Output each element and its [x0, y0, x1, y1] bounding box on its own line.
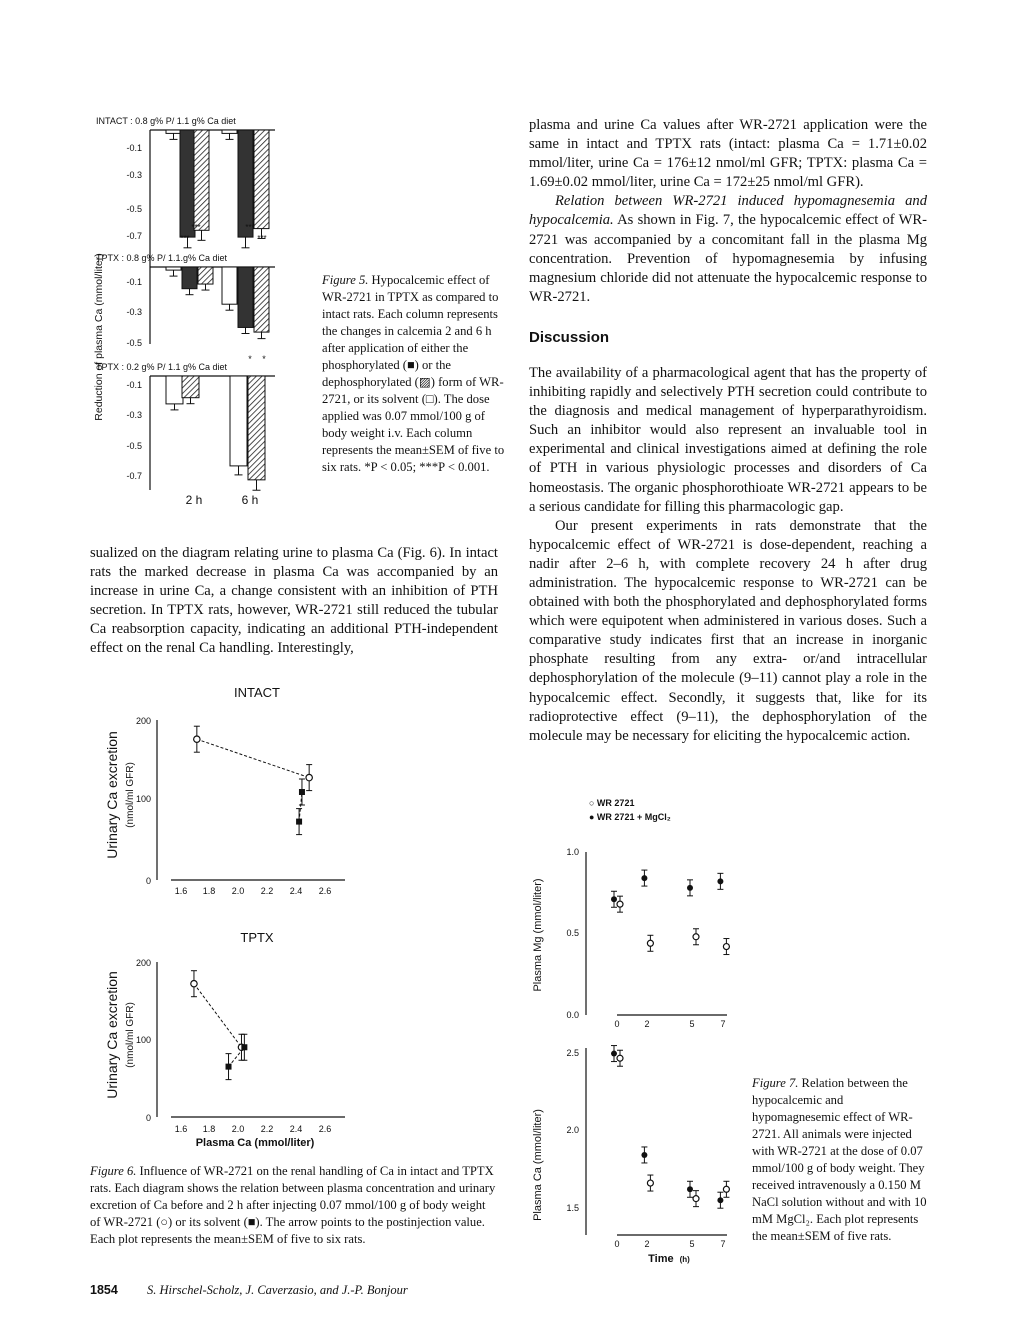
data-point-wr2721-mgcl2 — [687, 1186, 693, 1192]
figure5-caption: Figure 5. Hypocalcemic effect of WR-2721 in TPTX as compared to intact rats. Each column represents the changes in calcemia 2 and 6 h after application of either the phosphorylated (■) or the dephosphorylated (▨) form of WR-2721, or its solvent (□). The dose applied was 0.07 mmol/100 g of body weight i.v. Each column represents the mean±SEM of five to six rats. *P < 0.05; ***P < 0.001. — [322, 273, 505, 474]
figure7-legend-mg: ● WR 2721 + MgCl₂ — [589, 812, 671, 822]
svg-text:200: 200 — [135, 716, 151, 726]
svg-text:2.5: 2.5 — [566, 1048, 579, 1058]
svg-text:2.0: 2.0 — [231, 886, 245, 896]
svg-text:-0.7: -0.7 — [126, 231, 142, 241]
figure5-panel3-ticks — [126, 380, 142, 481]
figure6-title-intact: INTACT — [234, 685, 280, 700]
svg-text:-0.7: -0.7 — [126, 471, 142, 481]
bar-solvent — [166, 376, 183, 404]
svg-text:-0.1: -0.1 — [126, 143, 142, 153]
figure6-title-tptx: TPTX — [240, 930, 274, 945]
figure5-panel1-title: INTACT : 0.8 g% P/ 1.1 g% Ca diet — [96, 116, 236, 126]
figure6-x-label: Plasma Ca (mmol/liter) — [195, 1137, 315, 1149]
sig-mark: *** — [245, 223, 255, 232]
figure7-legend-wr: ○ WR 2721 — [589, 798, 635, 808]
svg-text:1.8: 1.8 — [202, 886, 216, 896]
section-heading-discussion: Discussion — [529, 328, 610, 346]
bar-solvent — [230, 376, 247, 466]
figure5-panel3-title: TPTX : 0.2 g% P/ 1.1 g% Ca diet — [96, 362, 228, 372]
svg-text:2.0: 2.0 — [231, 1124, 245, 1134]
data-point-wr2721-mgcl2 — [717, 878, 723, 884]
figure6-y-unit: (nmol/ml GFR) — [125, 762, 136, 828]
sig-mark: * — [248, 354, 252, 364]
svg-text:-0.5: -0.5 — [126, 338, 142, 348]
svg-text:1.6: 1.6 — [174, 886, 188, 896]
data-point-wr2721 — [194, 736, 200, 742]
figure5-chart — [90, 112, 310, 512]
figure6-y-label-2: Urinary Ca excretion — [104, 971, 120, 1099]
data-point-wr2721-mgcl2 — [641, 1152, 647, 1158]
bar-phosphorylated — [182, 267, 197, 289]
svg-text:0: 0 — [145, 876, 151, 886]
figure6-chart — [95, 680, 395, 1150]
data-point-wr2721 — [191, 981, 197, 987]
data-point-wr2721 — [693, 934, 699, 940]
figure5-x-label-2h: 2 h — [185, 493, 203, 507]
figure7-x-label: Time (h) — [648, 1253, 690, 1265]
figure6-intact-xticks — [175, 886, 332, 896]
svg-text:-0.3: -0.3 — [126, 410, 142, 420]
data-point-wr2721 — [723, 1186, 729, 1192]
data-point-wr2721 — [647, 940, 653, 946]
sig-mark: *** — [180, 234, 190, 243]
svg-text:0.0: 0.0 — [566, 1010, 579, 1020]
data-point-wr2721 — [306, 774, 312, 780]
bar-solvent — [222, 130, 237, 133]
data-point-wr2721-mgcl2 — [717, 1197, 723, 1203]
bar-dephosphorylated — [194, 130, 209, 230]
figure7-ca-data — [611, 1046, 729, 1209]
svg-text:-0.3: -0.3 — [126, 170, 142, 180]
figure7-ca-label: Plasma Ca (mmol/liter) — [532, 1109, 544, 1221]
figure6-intact-axes — [136, 716, 345, 886]
figure6-intact-data — [194, 726, 313, 834]
page-footer — [90, 1283, 408, 1298]
svg-text:100: 100 — [135, 1035, 151, 1045]
paragraph: plasma and urine Ca values after WR-2721 application were the same in intact and TPTX rats (intact: plasma Ca = 1.71±0.02 mmol/liter, urine Ca = 176±12 nmol/ml GFR; TPTX: plasma Ca = 1.69±0.02 mmol/liter, urine Ca = 172±25 nmol/ml GFR). — [529, 117, 927, 191]
figure6-tptx-data — [191, 971, 248, 1080]
data-point-solvent — [226, 1064, 232, 1070]
bar-solvent — [222, 267, 237, 304]
bar-phosphorylated — [180, 130, 195, 237]
figure6-tptx-xticks — [175, 1124, 332, 1134]
data-point-solvent — [299, 789, 305, 795]
svg-text:2.4: 2.4 — [289, 1124, 303, 1134]
data-point-wr2721-mgcl2 — [611, 1051, 617, 1057]
bar-phosphorylated — [238, 267, 253, 327]
svg-text:0: 0 — [145, 1113, 151, 1123]
data-point-wr2721-mgcl2 — [611, 896, 617, 902]
bar-dephosphorylated — [182, 376, 199, 398]
figure7-mg-data — [611, 870, 729, 954]
svg-text:2.6: 2.6 — [318, 886, 332, 896]
data-point-wr2721-mgcl2 — [687, 885, 693, 891]
page-number: 1854 — [90, 1283, 118, 1297]
data-point-solvent — [241, 1044, 247, 1050]
svg-text:0: 0 — [614, 1019, 620, 1029]
svg-text:2: 2 — [644, 1019, 650, 1029]
svg-text:7: 7 — [720, 1239, 726, 1249]
data-point-wr2721 — [723, 944, 729, 950]
paragraph: Relation between WR-2721 induced hypomagnesemia and hypocalcemia. As shown in Fig. 7, the hypocalcemic effect of WR-2721 was accompanied by a concomitant fall in the plasma Mg concentration. Prevention of hypomagnesemia by infusing magnesium chloride did not attenuate the hypocalcemic response to WR-2721. — [529, 193, 927, 305]
bar-dephosphorylated — [198, 267, 213, 284]
svg-text:-0.5: -0.5 — [126, 441, 142, 451]
left-body-text: sualized on the diagram relating urine to plasma Ca (Fig. 6). In intact rats the marked decrease in plasma Ca was accompanied by an increase in urine Ca, a change consistent with an inhibition of PTH secretion. In TPTX rats, however, WR-2721 still reduced the tubular Ca reabsorption capacity, indicating an additional PTH-independent effect on the renal Ca handling. Interestingly, — [90, 545, 498, 657]
svg-text:1.6: 1.6 — [174, 1124, 188, 1134]
svg-text:1.5: 1.5 — [566, 1203, 579, 1213]
sig-mark: *** — [191, 223, 201, 232]
figure5-panel2-ticks — [126, 277, 142, 348]
bar-dephosphorylated — [254, 130, 269, 229]
sig-mark: *** — [257, 234, 267, 243]
svg-text:100: 100 — [135, 794, 151, 804]
data-point-wr2721-mgcl2 — [641, 875, 647, 881]
svg-text:2.0: 2.0 — [566, 1125, 579, 1135]
figure5-panel3-bars — [166, 376, 265, 490]
svg-text:0: 0 — [614, 1239, 620, 1249]
data-point-wr2721 — [617, 901, 623, 907]
figure5-y-axis-label: Reduction of plasma Ca (mmol/liter) — [93, 253, 105, 421]
bar-solvent — [166, 130, 181, 133]
svg-text:1.8: 1.8 — [202, 1124, 216, 1134]
figure7-ca-axes — [566, 1048, 727, 1249]
svg-text:7: 7 — [720, 1019, 726, 1029]
svg-text:2.2: 2.2 — [260, 1124, 274, 1134]
figure6-tptx-axes — [136, 958, 345, 1123]
figure7-chart — [529, 790, 739, 1270]
bar-dephosphorylated — [254, 267, 269, 332]
svg-text:2.6: 2.6 — [318, 1124, 332, 1134]
svg-text:-0.1: -0.1 — [126, 277, 142, 287]
figure6-y-unit-2: (nmol/ml GFR) — [125, 1002, 136, 1068]
figure7-caption: Figure 7. Relation between the hypocalcemic and hypomagnesemic effect of WR-2721. All animals were injected with WR-2721 at the dose of 0.07 mmol/100 g of body weight. They received intravenously a 0.150 M NaCl solution without and with 10 mM MgCl₂. Each plot represents the mean±SEM of five rats. — [752, 1076, 927, 1243]
figure5-x-label-6h: 6 h — [241, 493, 259, 507]
figure6-caption: Figure 6. Influence of WR-2721 on the renal handling of Ca in intact and TPTX rats. Each diagram shows the relation between plasma concentration and urinary excretion of Ca before and 2 h after injecting 0.07 mmol/100 g of body weight of WR-2721 (○) or its solvent (■). The arrow points to the postinjection value. Each plot represents the mean±SEM of five to six rats. — [90, 1164, 496, 1246]
figure5-panel1-ticks — [126, 143, 142, 241]
figure6-y-label: Urinary Ca excretion — [104, 731, 120, 859]
paragraph: The availability of a pharmacological agent that has the property of inhibiting rapidly and selectively PTH secretion could contribute to the diagnosis and medical management of hyperparathyroidism. Such an inhibitor would also represent an invaluable tool in experimental and clinical investigations aimed at defining the role of PTH in various physiologic processes and disorders of Ca homeostasis. The organic phosphorothioate WR-2721 appears to be a serious candidate for filling this pharmacologic gap. — [529, 364, 927, 515]
paragraph: Our present experiments in rats demonstrate that the hypocalcemic effect of WR-2721 is dose-dependent, reaching a nadir after 2–6 h, with complete recovery 24 h after drug administration. The hypocalcemic response to WR-2721 can be obtained with both the phosphorylated and dephosphorylated forms which were equipotent when administered in various doses. Such a comparative study indicates first that an increase in inorganic phosphate resulting from any extra- or/and intracellular dephosphorylation of the molecule (9–11) cannot play a role in the hypocalcemic effect. Secondly, it suggests that, like for its radioprotective effect (9–11), the dephosphorylation of the molecule may be necessary for eliciting the hypocalcemic action. — [529, 517, 927, 744]
figure5-panel2-title: TPTX : 0.8 g% P/ 1.1.g% Ca diet — [96, 253, 228, 263]
data-point-wr2721 — [693, 1196, 699, 1202]
svg-text:2: 2 — [644, 1239, 650, 1249]
svg-text:0.5: 0.5 — [566, 928, 579, 938]
bar-dephosphorylated — [248, 376, 265, 480]
svg-text:2.4: 2.4 — [289, 886, 303, 896]
data-point-wr2721 — [647, 1180, 653, 1186]
sig-mark: * — [262, 354, 266, 364]
right-column-text — [529, 116, 927, 746]
bar-solvent — [166, 267, 181, 270]
svg-text:200: 200 — [135, 958, 151, 968]
svg-text:2.2: 2.2 — [260, 886, 274, 896]
svg-text:5: 5 — [689, 1239, 695, 1249]
svg-text:1.0: 1.0 — [566, 847, 579, 857]
svg-text:-0.3: -0.3 — [126, 307, 142, 317]
svg-text:-0.1: -0.1 — [126, 380, 142, 390]
footer-authors: S. Hirschel-Scholz, J. Caverzasio, and J.-P. Bonjour — [146, 1283, 408, 1297]
figure7-mg-axes — [566, 847, 727, 1029]
svg-text:-0.5: -0.5 — [126, 204, 142, 214]
data-point-solvent — [296, 819, 302, 825]
trend-line — [194, 984, 242, 1048]
figure5-panel2-bars — [166, 267, 269, 339]
bar-phosphorylated — [238, 130, 253, 237]
figure7-mg-label: Plasma Mg (mmol/liter) — [532, 878, 544, 992]
trend-line — [197, 739, 309, 777]
svg-text:5: 5 — [689, 1019, 695, 1029]
data-point-wr2721 — [617, 1055, 623, 1061]
